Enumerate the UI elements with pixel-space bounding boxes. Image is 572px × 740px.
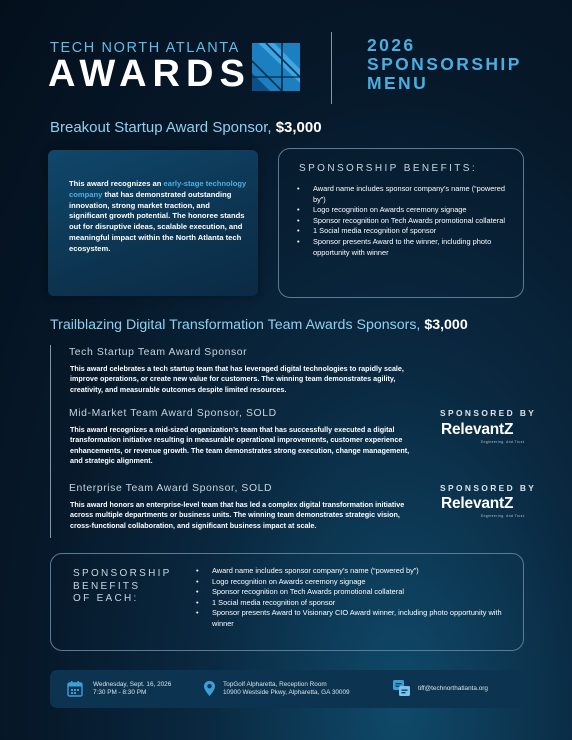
list-item: • Award name includes sponsor company’s name (“powered by”) [297, 184, 519, 205]
award-title: Tech Startup Team Award Sponsor [69, 347, 248, 358]
trailblazing-price: $3,000 [424, 317, 468, 333]
brand-subtitle: TECH NORTH ATLANTA [50, 40, 240, 56]
sponsor-mark: Z [504, 421, 514, 438]
sponsor-tagline: Engineering. And Trust. [481, 440, 526, 444]
trailblazing-title-text: Trailblazing Digital Transformation Team Awards Sponsors, [50, 317, 421, 333]
sponsored-by-label: SPONSORED BY [440, 408, 537, 418]
breakout-benefits-list [297, 184, 519, 258]
breakout-benefits-card [278, 148, 524, 298]
breakout-price: $3,000 [275, 119, 322, 136]
awards-logo-icon [252, 43, 300, 91]
each-benefits-card [50, 553, 524, 651]
event-info-bar [50, 670, 524, 708]
list-item: • Logo recognition on Awards ceremony signage [297, 205, 519, 216]
sponsor-logo [441, 421, 513, 439]
heading-line: BENEFITS [73, 580, 141, 592]
event-location [223, 681, 350, 698]
heading-line: SPONSORSHIP [73, 568, 172, 579]
calendar-icon [67, 680, 83, 697]
sponsor-tagline: Engineering. And Trust. [481, 514, 526, 518]
brand-title: AWARDS [48, 53, 251, 95]
event-venue: TopGolf Alpharetta, Reception Room [223, 681, 327, 688]
header-divider [331, 32, 332, 104]
list-item: • Sponsor recognition on Tech Awards promotional collateral [196, 587, 516, 598]
list-item: • Sponsor presents Award to the winner, including photo opportunity with winner [297, 237, 519, 258]
heading-line: OF EACH: [73, 593, 139, 605]
list-item: • Sponsor presents Award to Visionary CIO Award winner, including photo opportunity with winner [196, 608, 516, 629]
award-title: Mid-Market Team Award Sponsor, SOLD [69, 408, 277, 419]
event-time: 7:30 PM - 8:30 PM [93, 689, 147, 697]
description-part: This award recognizes an [69, 179, 164, 188]
section-accent-line [50, 345, 51, 538]
sponsor-logo [441, 495, 513, 513]
description-part: that has demonstrated outstanding innovation, strong market traction, and significant growth potential. The honoree stands out for disruptive ideas, scalable execution, and meaningful impact within the North Atlanta tech ecosystem. [69, 189, 245, 253]
event-date: Wednesday, Sept. 16, 2026 [93, 681, 172, 688]
menu-title [367, 36, 522, 93]
list-item: • Sponsor recognition on Tech Awards promotional collateral [297, 216, 519, 227]
breakout-title-text: Breakout Startup Award Sponsor, [50, 119, 272, 136]
sponsor-name: Relevant [441, 421, 505, 438]
sponsored-by-label: SPONSORED BY [440, 483, 537, 493]
menu-title-sponsorship: SPONSORSHIP [367, 54, 522, 74]
award-description: This award honors an enterprise-level team that has led a complex digital transformation initiative across multiple departments or business units. The winning team demonstrates strategic vision, cross-functional collaboration, and significant business impact at scale. [70, 500, 405, 530]
award-title: Enterprise Team Award Sponsor, SOLD [69, 483, 273, 494]
each-benefits-heading [73, 568, 172, 606]
breakout-description-card [48, 150, 258, 296]
sponsor-name: Relevant [441, 495, 505, 512]
event-datetime [93, 681, 171, 698]
menu-title-year: 2026 [367, 35, 416, 55]
menu-title-menu: MENU [367, 73, 429, 93]
award-description: This award recognizes a mid-sized organization’s team that has successfully executed a digital transformation initiative resulting in measurable operational improvements, customer experience enhancements, or revenue growth. The team demonstrates strong execution, change management, and strategic alignment. [70, 425, 410, 466]
location-pin-icon [203, 680, 216, 697]
list-item: • 1 Social media recognition of sponsor [297, 226, 519, 237]
sponsor-mark: Z [504, 495, 514, 512]
trailblazing-section-title [50, 317, 468, 333]
breakout-description [69, 179, 249, 255]
benefits-heading: SPONSORSHIP BENEFITS: [299, 163, 478, 174]
each-benefits-list [196, 566, 516, 630]
contact-email[interactable]: tiff@technorthatlanta.org [418, 685, 488, 692]
contact-card-icon [392, 679, 411, 698]
award-description: This award celebrates a tech startup team that has leveraged digital technologies to rapidly scale, improve operations, or create new value for customers. The winning team demonstrates agility, creativity, and measurable outcomes despite limited resources. [70, 364, 404, 394]
list-item: • 1 Social media recognition of sponsor [196, 598, 516, 609]
description-highlight: early-stage technology company [69, 179, 247, 199]
breakout-section-title [50, 119, 322, 136]
list-item: • Award name includes sponsor company’s name (“powered by”) [196, 566, 516, 577]
event-address: 10900 Westside Pkwy, Alpharetta, GA 30009 [223, 689, 350, 697]
list-item: • Logo recognition on Awards ceremony signage [196, 577, 516, 588]
